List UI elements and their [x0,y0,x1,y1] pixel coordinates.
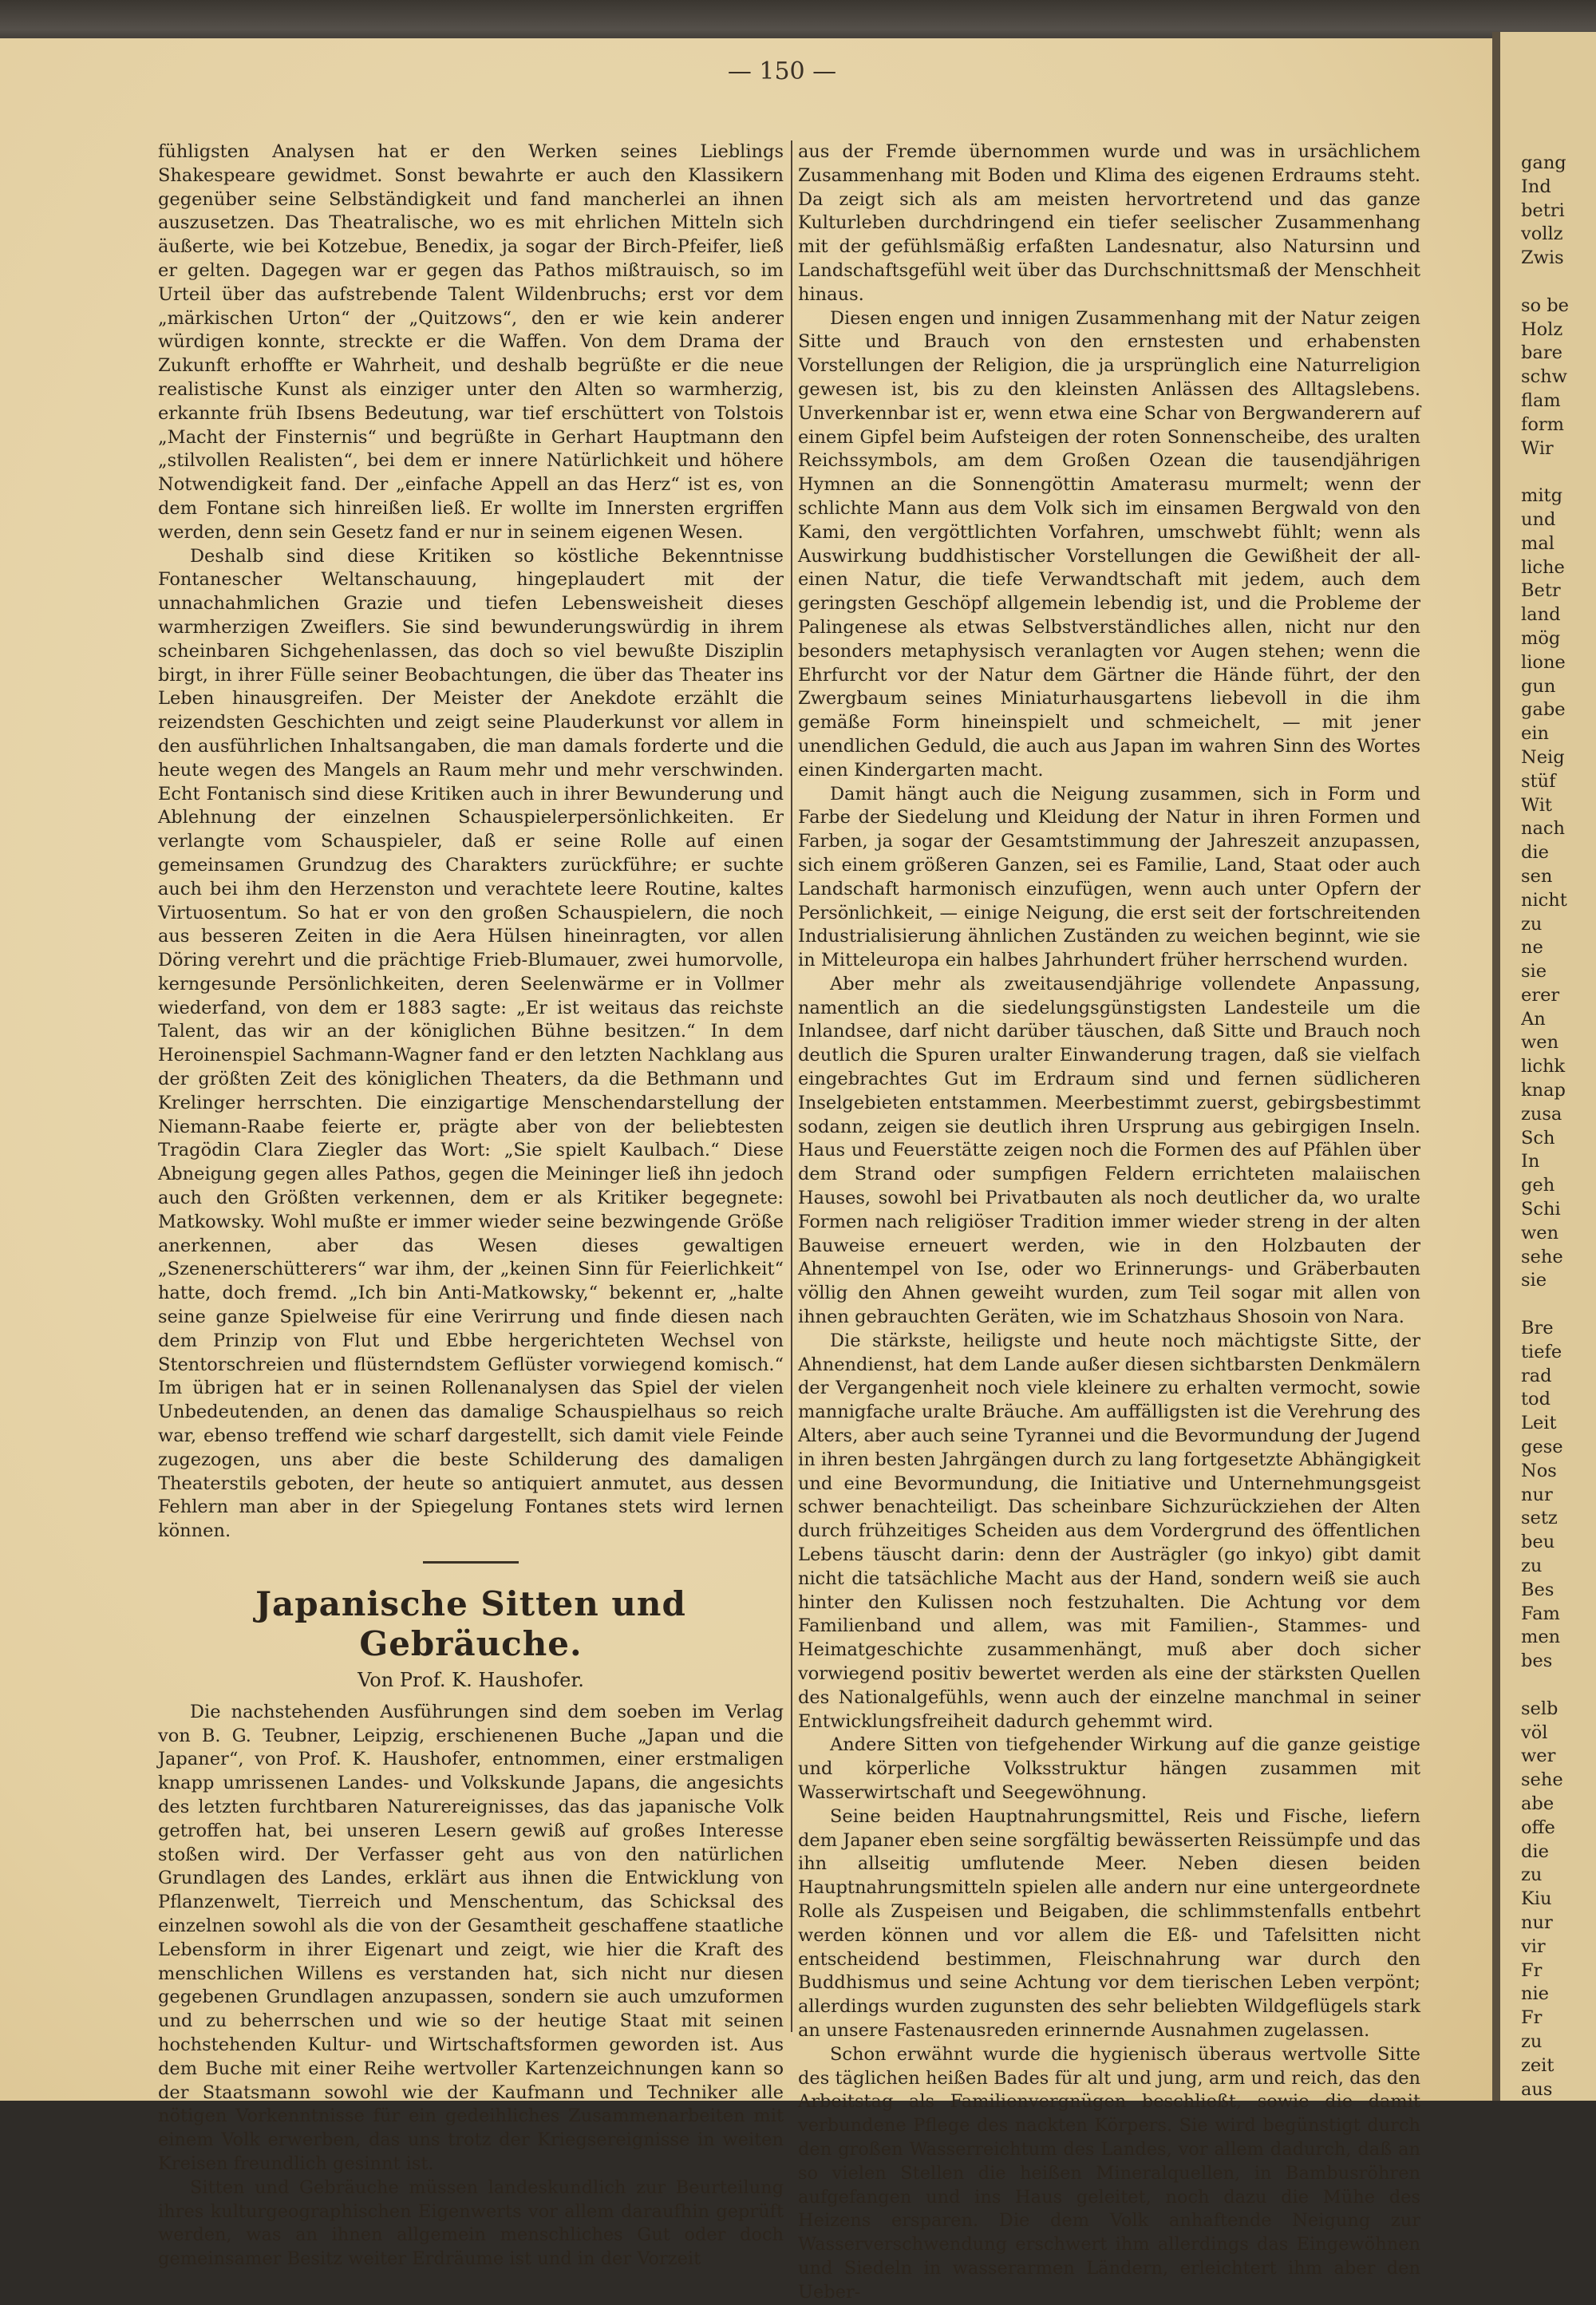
article-title: Japanische Sitten und Gebräuche. [255,1584,686,1664]
adjacent-page-fragment: zusa [1521,1103,1562,1125]
adjacent-page-fragment [1521,1674,1596,1698]
adjacent-page-fragment: die [1521,1840,1549,1862]
adjacent-page-fragment: vir [1521,1935,1546,1957]
adjacent-page-fragment: wen [1521,1222,1559,1243]
adjacent-page-fragment: zeit [1521,2054,1555,2076]
adjacent-page-fragment: selb [1521,1698,1558,1719]
article-paragraph: Sitten und Gebräuche müssen landeskundlich zur Beurteilung ihres kulturgeographischen Eigenwerts vor allem daraufhin geprüft werden, was an ihnen allgemein menschliches Gut oder doch gemeinsamer Besitz weiter Erdräume ist und in der Vorzeit [158,2177,784,2270]
adjacent-page-fragment: gabe [1521,699,1566,721]
adjacent-page-fragment: An [1521,1008,1546,1030]
adjacent-page-fragment: knap [1521,1080,1566,1101]
adjacent-page-fragment: so be [1521,295,1569,316]
adjacent-page-fragment: und [1521,508,1556,530]
adjacent-page-fragment: Sch [1521,1127,1555,1149]
left-column [158,140,784,2271]
adjacent-page-fragment: erer [1521,984,1560,1006]
adjacent-page-fragment: men [1521,1627,1561,1648]
adjacent-page-fragment [1521,271,1596,295]
adjacent-page-fragment [1521,1293,1596,1317]
adjacent-page-fragment: tiefe [1521,1341,1562,1362]
article-intro-paragraph: Die nachstehenden Ausführungen sind dem soeben im Verlag von B. G. Teubner, Leipzig, erschienenen Buche „Japan und die Japaner“, von Prof. K. Haushofer, entnommen, einer erstmaligen knapp umrissenen Landes- und Volkskunde Japans, die angesichts des letzten furchtbaren Naturereignisses, das das japanische Volk getroffen hat, bei unseren Lesern gewiß auf großes Interesse stoßen wird. Der Verfasser geht aus von den natürlichen Grundlagen des Landes, erklärt aus ihnen die Entwicklung von Pflanzenwelt, Tierreich und Menschentum, das Schicksal des einzelnen sowohl als die von der Gesamtheit geschaffene staatliche Lebensform in ihrer Eigenart und zeigt, wie hier die Kraft des menschlichen Willens es verstanden hat, sich nicht nur diesen gegebenen Grundlagen anzupassen, sondern sie auch umzuformen und zu beherrschen und wie so der heutige Staat mit seinen hochstehenden Kultur- und Wirtschaftsformen geworden ist. Aus dem Buche mit einer Reihe wertvoller Kartenzeichnungen kann so der Staatsmann sowohl wie der Kaufmann und Techniker alle nötigen Vorkenntnisse für ein gedeihliches Zusammenarbeiten mit einem Volk erwerben, das uns trotz der Kriegsereignisse in weiten Kreisen freundlich gesinnt ist. [158,1701,784,2174]
article-paragraph: Andere Sitten von tiefgehender Wirkung auf die ganze geistige und körperliche Volksstruktur hängen zusammen mit Wasserwirtschaft und Seegewöhnung. [798,1734,1420,1803]
article-paragraph: Seine beiden Hauptnahrungsmittel, Reis und Fische, liefern dem Japaner eben seine sorgfältig bewässerten Reissümpfe und das ihn allseitig umflutende Meer. Neben diesen beiden Hauptnahrungsmitteln spielen alle andern nur eine untergeordnete Rolle als Zuspeisen und Beigaben, die schlimmstenfalls entbehrt werden können und vor allem die Eß- und Tafelsitten nicht entscheidend bestimmen, Fleischnahrung war durch den Buddhismus und seine Achtung vor dem tierischen Leben verpönt; allerdings wurden zugunsten des sehr beliebten Wildgeflügels stark an unsere Fastenausreden erinnernde Ausnahmen zugelassen. [798,1805,1420,2041]
adjacent-page-fragment: Holz [1521,318,1563,340]
adjacent-page-fragment: gang [1521,152,1566,173]
adjacent-page-fragment: nach [1521,818,1565,840]
adjacent-page-fragment: bes [1521,1651,1553,1672]
adjacent-page-fragment: In [1521,1151,1540,1172]
section-divider [423,1561,519,1564]
adjacent-page-fragment: betri [1521,200,1565,221]
adjacent-page-fragment: liche [1521,556,1565,578]
adjacent-page-fragment: mal [1521,532,1555,554]
adjacent-page-fragment [1521,461,1596,484]
column-divider [791,140,792,2032]
adjacent-page-fragment: beu [1521,1532,1555,1553]
adjacent-page-fragment: zu [1521,2030,1543,2052]
adjacent-page-fragment: wer [1521,1746,1556,1767]
adjacent-page-fragment: Ind [1521,176,1551,197]
adjacent-page-fragment: form [1521,413,1564,435]
adjacent-page-fragment: nicht [1521,889,1567,911]
adjacent-page-fragment: Zwis [1521,247,1564,269]
adjacent-page-fragment: setz [1521,1508,1558,1529]
adjacent-page-fragment: Kiu [1521,1888,1552,1910]
adjacent-page-fragment: vollz [1521,223,1563,245]
article-paragraph: Aber mehr als zweitausendjährige vollendete Anpassung, namentlich an die siedelungsgünstigsten Landesteile um die Inlandsee, darf nicht darüber täuschen, daß Sitte und Brauch noch deutlich die Spuren uralter Einwanderung tragen, daß sie vielfach eingebrachtes Gut im Erdraum sind und fernen südlicheren Inselgebieten entstammen. Meerbestimmt zuerst, gebirgsbestimmt sodann, zeigen sie deutlich ihren Ursprung aus gebirgigen Inseln. Haus und Feuerstätte zeigen noch die Formen des auf Pfählen über dem Strand oder sumpfigen Feldern errichteten malaiischen Hauses, sowohl bei Privatbauten als noch deutlicher da, wo uralte Formen nach religiöser Tradition immer wieder streng in der alten Bauweise erneuert werden, wie in den Holzbauten der Ahnentempel von Ise, oder wo Erinnerungs- und Gräberbauten völlig den Ahnen geweiht wurden, zum Teil sogar mit allen von ihnen gebrauchten Geräten, wie im Schatzhaus Shosoin von Nara. [798,973,1420,1328]
adjacent-page-fragment: Schi [1521,1199,1561,1220]
adjacent-page-fragment: gun [1521,675,1556,697]
adjacent-page-text-fragments [1521,152,1596,2101]
article-paragraph: Diesen engen und innigen Zusammenhang mit der Natur zeigen Sitte und Brauch von den ernstesten und erhabensten Vorstellungen der Religion, die ja ursprünglich eine Naturreligion gewesen ist, bis zu den kleinsten Anlässen des Alltagslebens. Unverkennbar ist er, wenn etwa eine Schar von Bergwanderern auf einem Gipfel beim Aufsteigen der roten Sonnenscheibe, des uralten Reichssymbols, am dem Großen Ozean die tausendjährigen Hymnen an die Sonnengöttin Amaterasu murmelt; wenn der schlichte Mann aus dem Volk sich im einsamen Bergwald von den Kami, den vergöttlichten Vorfahren, umschwebt fühlt; wenn als Auswirkung buddhistischer Vorstellungen die Gewißheit der all-einen Natur, die tiefe Verwandtschaft mit jedem, auch dem geringsten Geschöpf allgemein lebendig ist, und die Probleme der Palingenese als etwas Selbstverständliches allen, nicht nur den besonders metaphysisch veranlagten vor Augen stehen; wenn die Ehrfurcht vor der Natur dem Gärtner die Hände führt, der den Zwergbaum seines Miniaturhausgartens liebevoll in die ihm gemäße Form hineinspielt und schmeichelt, — mit jener unendlichen Geduld, die auch aus Japan im wahren Sinn des Wortes einen Kindergarten macht. [798,307,1420,781]
adjacent-page-fragment: zu [1521,1556,1543,1577]
article-paragraph: aus der Fremde übernommen wurde und was in ursächlichem Zusammenhang mit Boden und Klima des eigenen Erdraums steht. Da zeigt sich als am meisten hervortretend und das ganze Kulturleben durchdringend ein tiefer seelischer Zusammenhang mit der gefühlsmäßig erfaßten Landesnatur, also Natursinn und Landschaftsgefühl weit über das Durchschnittsmaß der Menschheit hinaus. [798,141,1420,305]
adjacent-page-fragment: Fr [1521,2007,1543,2029]
adjacent-page-fragment: Fam [1521,1603,1560,1624]
page-number: — 150 — [727,57,837,85]
adjacent-page-fragment: wen [1521,1032,1559,1054]
article-author: Von Prof. K. Haushofer. [358,1669,584,1692]
adjacent-page-fragment: ne [1521,937,1543,959]
adjacent-page-fragment: zu [1521,913,1543,935]
adjacent-page-fragment: sie [1521,1270,1547,1291]
article-paragraph: Die stärkste, heiligste und heute noch mächtigste Sitte, der Ahnendienst, hat dem Lande außer diesen sichtbarsten Denkmälern der Vergangenheit noch viele kleinere zu erhalten vermocht, sowie mannigfache uralte Bräuche. Am auffälligsten ist die Verehrung des Alters, aber auch seine Tyrannei und die Bevormundung der Jugend in ihren besten Jahrgängen durch zu lang fortgesetzte Abhängigkeit und eine Bevormundung, die Initiative und Unternehmungsgeist schwer benachteiligt. Das scheinbare Sichzurückziehen der Alten durch frühzeitiges Scheiden aus dem Vordergrund des öffentlichen Lebens täuscht darin: denn der Austrägler (go inkyo) gibt damit nicht die tatsächliche Macht aus der Hand, sondern weiß sie auch hinter den Kulissen noch festzuhalten. Die Achtung vor dem Familienband und allem, was mit Familien-, Stammes- und Heimatgeschichte zusammenhängt, muß aber doch sicher vorwiegend positiv bewertet werden als eine der stärksten Quellen des Nationalgefühls, wenn auch der einzelne manchmal in seiner Entwicklungsfreiheit dadurch gehemmt wird. [798,1330,1420,1732]
adjacent-page-fragment: lione [1521,651,1566,673]
adjacent-page-fragment: nur [1521,1912,1553,1933]
adjacent-page-fragment: Nos [1521,1460,1557,1481]
adjacent-page-fragment: Fr [1521,1959,1543,1981]
adjacent-page-fragment: nur [1521,1484,1553,1505]
adjacent-page-fragment: Wit [1521,794,1552,816]
adjacent-page-fragment: gese [1521,1437,1563,1458]
adjacent-page-fragment: Wir [1521,437,1554,459]
article-paragraph: Damit hängt auch die Neigung zusammen, sich in Form und Farbe der Siedelung und Kleidung der Natur in ihren Formen und Farben, ja sogar der Gesamtstimmung der Jahreszeit anzupassen, sich einem größeren Ganzen, sei es Familie, Land, Staat oder auch Landschaft harmonisch einzufügen, wenn auch unter Opfern der Persönlichkeit, — einige Neigung, die erst seit der fortschreitenden Industrialisierung ähnlichen Zuständen zu weichen beginnt, wie sie in Mitteleuropa ein halbes Jahrhundert früher herrschend wurden. [798,783,1420,971]
adjacent-page-fragment: flam [1521,389,1561,411]
adjacent-page-fragment: tod [1521,1389,1551,1410]
adjacent-page-fragment: sie [1521,961,1547,982]
article-paragraph: Schon erwähnt wurde die hygienisch überaus wertvolle Sitte des täglichen heißen Bades für alt und jung, arm und reich, das den Arbeitstag als Familienvergnügen beschließt, sowie die damit verbundene Pflege des nackten Körpers. Sie wird begünstigt durch den großen Wasserreichtum des Landes, vor allem dadurch, daß an so vielen Stellen die heißen Mineralquellen, in Bambusröhren aufgefangen und ins Haus geleitet, noch dazu die Mühe des Heizens ersparen. Die dem Volk anhaftende Neigung zur Wasserverschwendung erschwert ihm allerdings das Eingewöhnen und Siedeln in wasserarmen Ländern, erleichtert ihm aber den Ueber- [798,2043,1420,2303]
adjacent-page-fragment: sehe [1521,1769,1563,1791]
adjacent-page-fragment: rad [1521,1365,1552,1386]
adjacent-page-fragment: offe [1521,1817,1555,1838]
adjacent-page-fragment: lichk [1521,1056,1566,1077]
adjacent-page-fragment: geh [1521,1175,1555,1196]
adjacent-page-fragment: sen [1521,865,1553,887]
adjacent-page-fragment: stüf [1521,770,1556,792]
adjacent-page-edge [1492,32,1596,2101]
adjacent-page-fragment: schw [1521,366,1567,388]
adjacent-page-fragment: nie [1521,1983,1550,2005]
adjacent-page-fragment: Betr [1521,580,1561,602]
adjacent-page-fragment: zu [1521,1864,1543,1886]
adjacent-page-fragment: bare [1521,342,1562,364]
fontane-paragraph: fühligsten Analysen hat er den Werken seines Lieblings Shakespeare gewidmet. Sonst bewahrte er auch den Klassikern gegenüber seine Selbständigkeit und fand mancherlei an ihnen auszusetzen. Das Theatralische, wo es mit ehrlichen Mitteln sich äußerte, wie bei Kotzebue, Benedix, ja sogar der Birch-Pfeifer, ließ er gelten. Dagegen war er gegen das Pathos mißtrauisch, so im Urteil über das aufstrebende Talent Wildenbruchs; erst vor dem „märkischen Urton“ der „Quitzows“, den er wie kein anderer würdigen konnte, streckte er die Waffen. Von dem Drama der Zukunft erhoffte er Wahrheit, und deshalb begrüßte er die neue realistische Kunst als einziger unter den Alten so warmherzig, erkannte früh Ibsens Bedeutung, war tief erschüttert von Tolstois „Macht der Finsternis“ und begrüßte in Gerhart Hauptmann den „stilvollen Realisten“, bei dem er innere Natürlichkeit und höhere Notwendigkeit fand. Der „einfache Appell an das Herz“ ist es, von dem Fontane sich hinreißen ließ. Er wollte im Innersten ergriffen werden, denn sein Gesetz fand er nur in seinem eigenen Wesen. [158,141,784,543]
adjacent-page-fragment: mög [1521,627,1561,649]
adjacent-page-fragment: Neig [1521,746,1565,768]
adjacent-page-fragment: Bes [1521,1579,1555,1600]
adjacent-page-fragment: ein [1521,723,1550,745]
adjacent-page-fragment: völ [1521,1722,1548,1743]
adjacent-page-fragment: abe [1521,1793,1555,1814]
adjacent-page-fragment: mitg [1521,485,1562,507]
adjacent-page-fragment: land [1521,604,1561,626]
right-column [798,140,1420,2305]
adjacent-page-fragment: Bre [1521,1318,1554,1339]
fontane-paragraph: Deshalb sind diese Kritiken so köstliche Bekenntnisse Fontanescher Weltanschauung, hingeplaudert mit der unnachahmlichen Grazie und tiefen Lebensweisheit dieses warmherzigen Zweiflers. Sie sind bewunderungswürdig in ihrem scheinbaren Sichgehenlassen, das doch so viel bewußte Disziplin birgt, in ihrer Fülle seiner Beobachtungen, die über das Theater ins Leben hinausgreifen. Der Meister der Anekdote erzählt die reizendsten Geschichten und zeigt seine Plauderkunst vor allem in den ausführlichen Inhaltsangaben, die man damals forderte und die heute wegen des Mangels an Raum mehr und mehr verschwinden. Echt Fontanisch sind diese Kritiken auch in ihrer Bewunderung und Ablehnung der einzelnen Schauspielerpersönlichkeiten. Er verlangte vom Schauspieler, daß er seine Rolle auf einen gemeinsamen Grundzug des Charakters zurückführe; er suchte auch bei ihm den Herzenston und verachtete leere Routine, kaltes Virtuosentum. So hat er von den großen Schauspielern, die noch aus besseren Zeiten in die Aera Hülsen hineinragten, vor allen Döring verehrt und die prächtige Frieb-Blumauer, zwei humorvolle, kerngesunde Persönlichkeiten, deren Seelenwärme er in Vollmer wiederfand, von dem er 1883 sagte: „Er ist weitaus das reichste Talent, das wir an der königlichen Bühne besitzen.“ In dem Heroinenspiel Sachmann-Wagner fand er den letzten Nachklang aus der größten Zeit des königlichen Theaters, da die Bethmann und Krelinger herrschten. Die einzigartige Menschendarstellung der Niemann-Raabe feierte er, prägte aber von der beliebtesten Tragödin Clara Ziegler das Wort: „Sie spielt Kaulbach.“ Diese Abneigung gegen alles Pathos, gegen die Meininger ließ ihn jedoch auch den Größten verkennen, dem er als Kritiker begegnete: Matkowsky. Wohl mußte er immer wieder seine bezwingende Größe anerkennen, aber das Wesen dieses gewaltigen „Szenenerschütterers“ war ihm, der „keinen Sinn für Feierlichkeit“ hatte, doch fremd. „Ich bin Anti-Matkowsky,“ bekennt er, „halte seine ganze Spielweise für eine Verirrung und finde diesen nach dem Prinzip von Flut und Ebbe hergerichteten Wechsel von Stentorschreien und flüsterndstem Geflüster vorwiegend komisch.“ Im übrigen hat er in seinen Rollenanalysen das Spiel der vielen Unbedeutenden, an denen das damalige Schauspielhaus so reich war, ebenso treffend wie scharf dargestellt, sich damit viele Feinde zugezogen, uns aber die beste Schilderung des damaligen Theaterstils geboten, der heute so antiquiert anmutet, aus dessen Fehlern man aber in der Spiegelung Fontanes stets wird lernen können. [158,545,784,1542]
adjacent-page-fragment: sehe [1521,1246,1563,1267]
adjacent-page-fragment: Leit [1521,1413,1557,1434]
adjacent-page-fragment: die [1521,842,1549,864]
adjacent-page-fragment: aus [1521,2078,1553,2100]
